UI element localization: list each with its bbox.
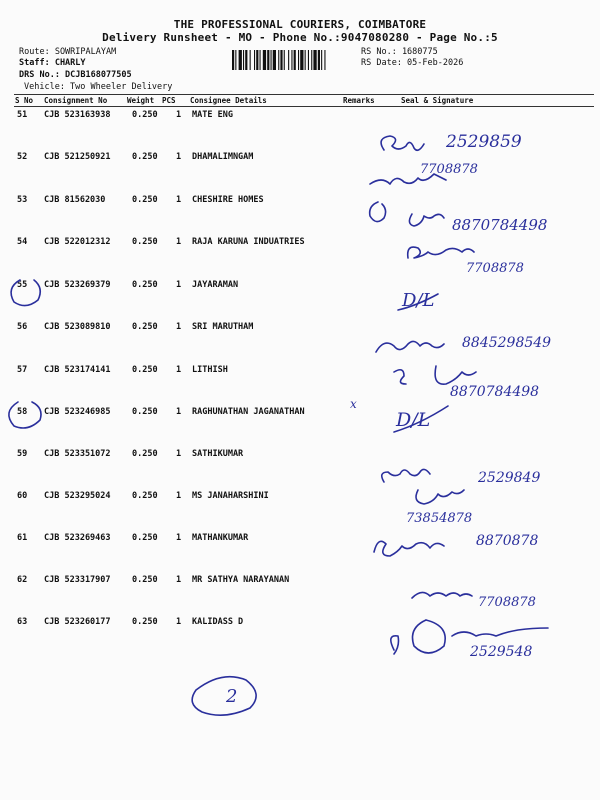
col-consignment: Consignment No <box>44 96 108 105</box>
col-consignee: Consignee Details <box>190 96 267 105</box>
row-consignment: CJB 523317907 <box>44 575 111 585</box>
signature-text: 8870784498 <box>450 384 540 400</box>
signature-text: D/L <box>402 290 435 311</box>
col-pcs: PCS <box>162 96 176 105</box>
table-row <box>0 491 600 505</box>
row-consignment: CJB 523174141 <box>44 365 111 375</box>
row-consignee: MATE ENG <box>192 110 233 120</box>
col-sno: S No <box>15 96 34 105</box>
signature-text: 2529859 <box>446 132 522 152</box>
row-weight: 0.250 <box>132 195 158 205</box>
row-pcs: 1 <box>176 110 182 120</box>
table-row <box>0 407 600 421</box>
signature-scribble <box>391 636 399 654</box>
table-row <box>0 575 600 589</box>
signature-text: 2529548 <box>470 644 533 660</box>
row-sno: 57 <box>17 365 28 375</box>
row-sno: 56 <box>17 322 28 332</box>
signature-text: 7708878 <box>478 595 536 610</box>
row-consignment: CJB 523260177 <box>44 617 111 627</box>
row-weight: 0.250 <box>132 152 158 162</box>
row-consignment: CJB 523295024 <box>44 491 111 501</box>
row-weight: 0.250 <box>132 575 158 585</box>
row-sno: 62 <box>17 575 28 585</box>
signature-underline <box>398 294 438 310</box>
row-pcs: 1 <box>176 152 182 162</box>
row-consignment: CJB 523089810 <box>44 322 111 332</box>
table-row <box>0 152 600 166</box>
row-weight: 0.250 <box>132 533 158 543</box>
row-weight: 0.250 <box>132 617 158 627</box>
rs-number: RS No.: 1680775 <box>361 47 438 57</box>
footer-circle-mark <box>192 677 256 716</box>
row-sno: 55 <box>17 280 28 290</box>
table-row <box>0 110 600 124</box>
row-consignee: RAGHUNATHAN JAGANATHAN <box>192 407 305 417</box>
row-pcs: 1 <box>176 575 182 585</box>
row-consignment: CJB 523246985 <box>44 407 111 417</box>
signature-text: 8845298549 <box>462 335 552 351</box>
row-pcs: 1 <box>176 365 182 375</box>
signature-text: 2529849 <box>478 470 541 486</box>
signature-text: 8870784498 <box>452 216 548 234</box>
signature-text: 8870878 <box>476 533 539 549</box>
barcode-icon <box>232 50 356 70</box>
signature-scribble <box>376 341 444 352</box>
row-consignment: CJB 522012312 <box>44 237 111 247</box>
row-sno: 63 <box>17 617 28 627</box>
table-row <box>0 322 600 336</box>
staff-label: Staff: CHARLY <box>19 58 86 68</box>
row-pcs: 1 <box>176 491 182 501</box>
col-remarks: Remarks <box>343 96 375 105</box>
table-row <box>0 365 600 379</box>
signature-scribble <box>370 174 446 184</box>
row-consignee: SRI MARUTHAM <box>192 322 254 332</box>
table-row <box>0 533 600 547</box>
row-consignment: CJB 523269463 <box>44 533 111 543</box>
row-pcs: 1 <box>176 533 182 543</box>
signature-scribble <box>382 469 430 482</box>
row-pcs: 1 <box>176 322 182 332</box>
row-weight: 0.250 <box>132 365 158 375</box>
col-seal: Seal & Signature <box>401 96 474 105</box>
row-sno: 51 <box>17 110 28 120</box>
row-sno: 52 <box>17 152 28 162</box>
signature-text: 7708878 <box>420 162 478 177</box>
row-consignee: RAJA KARUNA INDUATRIES <box>192 237 305 247</box>
row-consignee: MATHANKUMAR <box>192 533 249 543</box>
row-pcs: 1 <box>176 237 182 247</box>
row-consignment: CJB 523351072 <box>44 449 111 459</box>
row-weight: 0.250 <box>132 110 158 120</box>
row-pcs: 1 <box>176 449 182 459</box>
row-weight: 0.250 <box>132 237 158 247</box>
row-consignment: CJB 81562030 <box>44 195 106 205</box>
table-row <box>0 280 600 294</box>
row-consignment: CJB 523163938 <box>44 110 111 120</box>
signature-scribble <box>412 592 472 598</box>
table-row <box>0 617 600 631</box>
row-sno: 60 <box>17 491 28 501</box>
row-pcs: 1 <box>176 407 182 417</box>
row-consignee: DHAMALIMNGAM <box>192 152 254 162</box>
row-weight: 0.250 <box>132 449 158 459</box>
signature-text: D/L <box>396 409 431 431</box>
footer-mark: 2 <box>226 686 238 707</box>
row-weight: 0.250 <box>132 407 158 417</box>
header-bottom-rule <box>14 106 594 107</box>
row-consignee: JAYARAMAN <box>192 280 239 290</box>
row-consignment: CJB 521250921 <box>44 152 111 162</box>
row-sno: 53 <box>17 195 28 205</box>
row-consignment: CJB 523269379 <box>44 280 111 290</box>
signature-scribble <box>381 136 424 150</box>
table-row <box>0 195 600 209</box>
row-consignee: CHESHIRE HOMES <box>192 195 264 205</box>
rs-date: RS Date: 05-Feb-2026 <box>361 58 464 68</box>
drs-number: DRS No.: DCJB168077505 <box>19 70 132 80</box>
table-row <box>0 449 600 463</box>
row-sno: 61 <box>17 533 28 543</box>
company-title: THE PROFESSIONAL COURIERS, COIMBATORE <box>173 18 427 31</box>
row-consignee: MR SATHYA NARAYANAN <box>192 575 290 585</box>
row-pcs: 1 <box>176 617 182 627</box>
runsheet-subtitle: Delivery Runsheet - MO - Phone No.:9047080280 - Page No.:5 <box>102 31 498 44</box>
route-label: Route: SOWRIPALAYAM <box>19 47 117 57</box>
row-pcs: 1 <box>176 195 182 205</box>
row-consignee: SATHIKUMAR <box>192 449 244 459</box>
row-weight: 0.250 <box>132 280 158 290</box>
remark-mark: x <box>350 397 357 411</box>
table-row <box>0 237 600 251</box>
signature-text: 73854878 <box>406 511 473 526</box>
row-consignee: LITHISH <box>192 365 228 375</box>
row-weight: 0.250 <box>132 322 158 332</box>
row-consignee: MS JANAHARSHINI <box>192 491 269 501</box>
signature-text: 7708878 <box>466 261 524 276</box>
vehicle-label: Vehicle: Two Wheeler Delivery <box>24 82 173 92</box>
signature-scribble <box>409 214 444 226</box>
row-sno: 58 <box>17 407 28 417</box>
header-top-rule <box>14 94 594 95</box>
row-sno: 59 <box>17 449 28 459</box>
row-sno: 54 <box>17 237 28 247</box>
row-pcs: 1 <box>176 280 182 290</box>
row-weight: 0.250 <box>132 491 158 501</box>
col-weight: Weight <box>127 96 155 105</box>
row-consignee: KALIDASS D <box>192 617 244 627</box>
